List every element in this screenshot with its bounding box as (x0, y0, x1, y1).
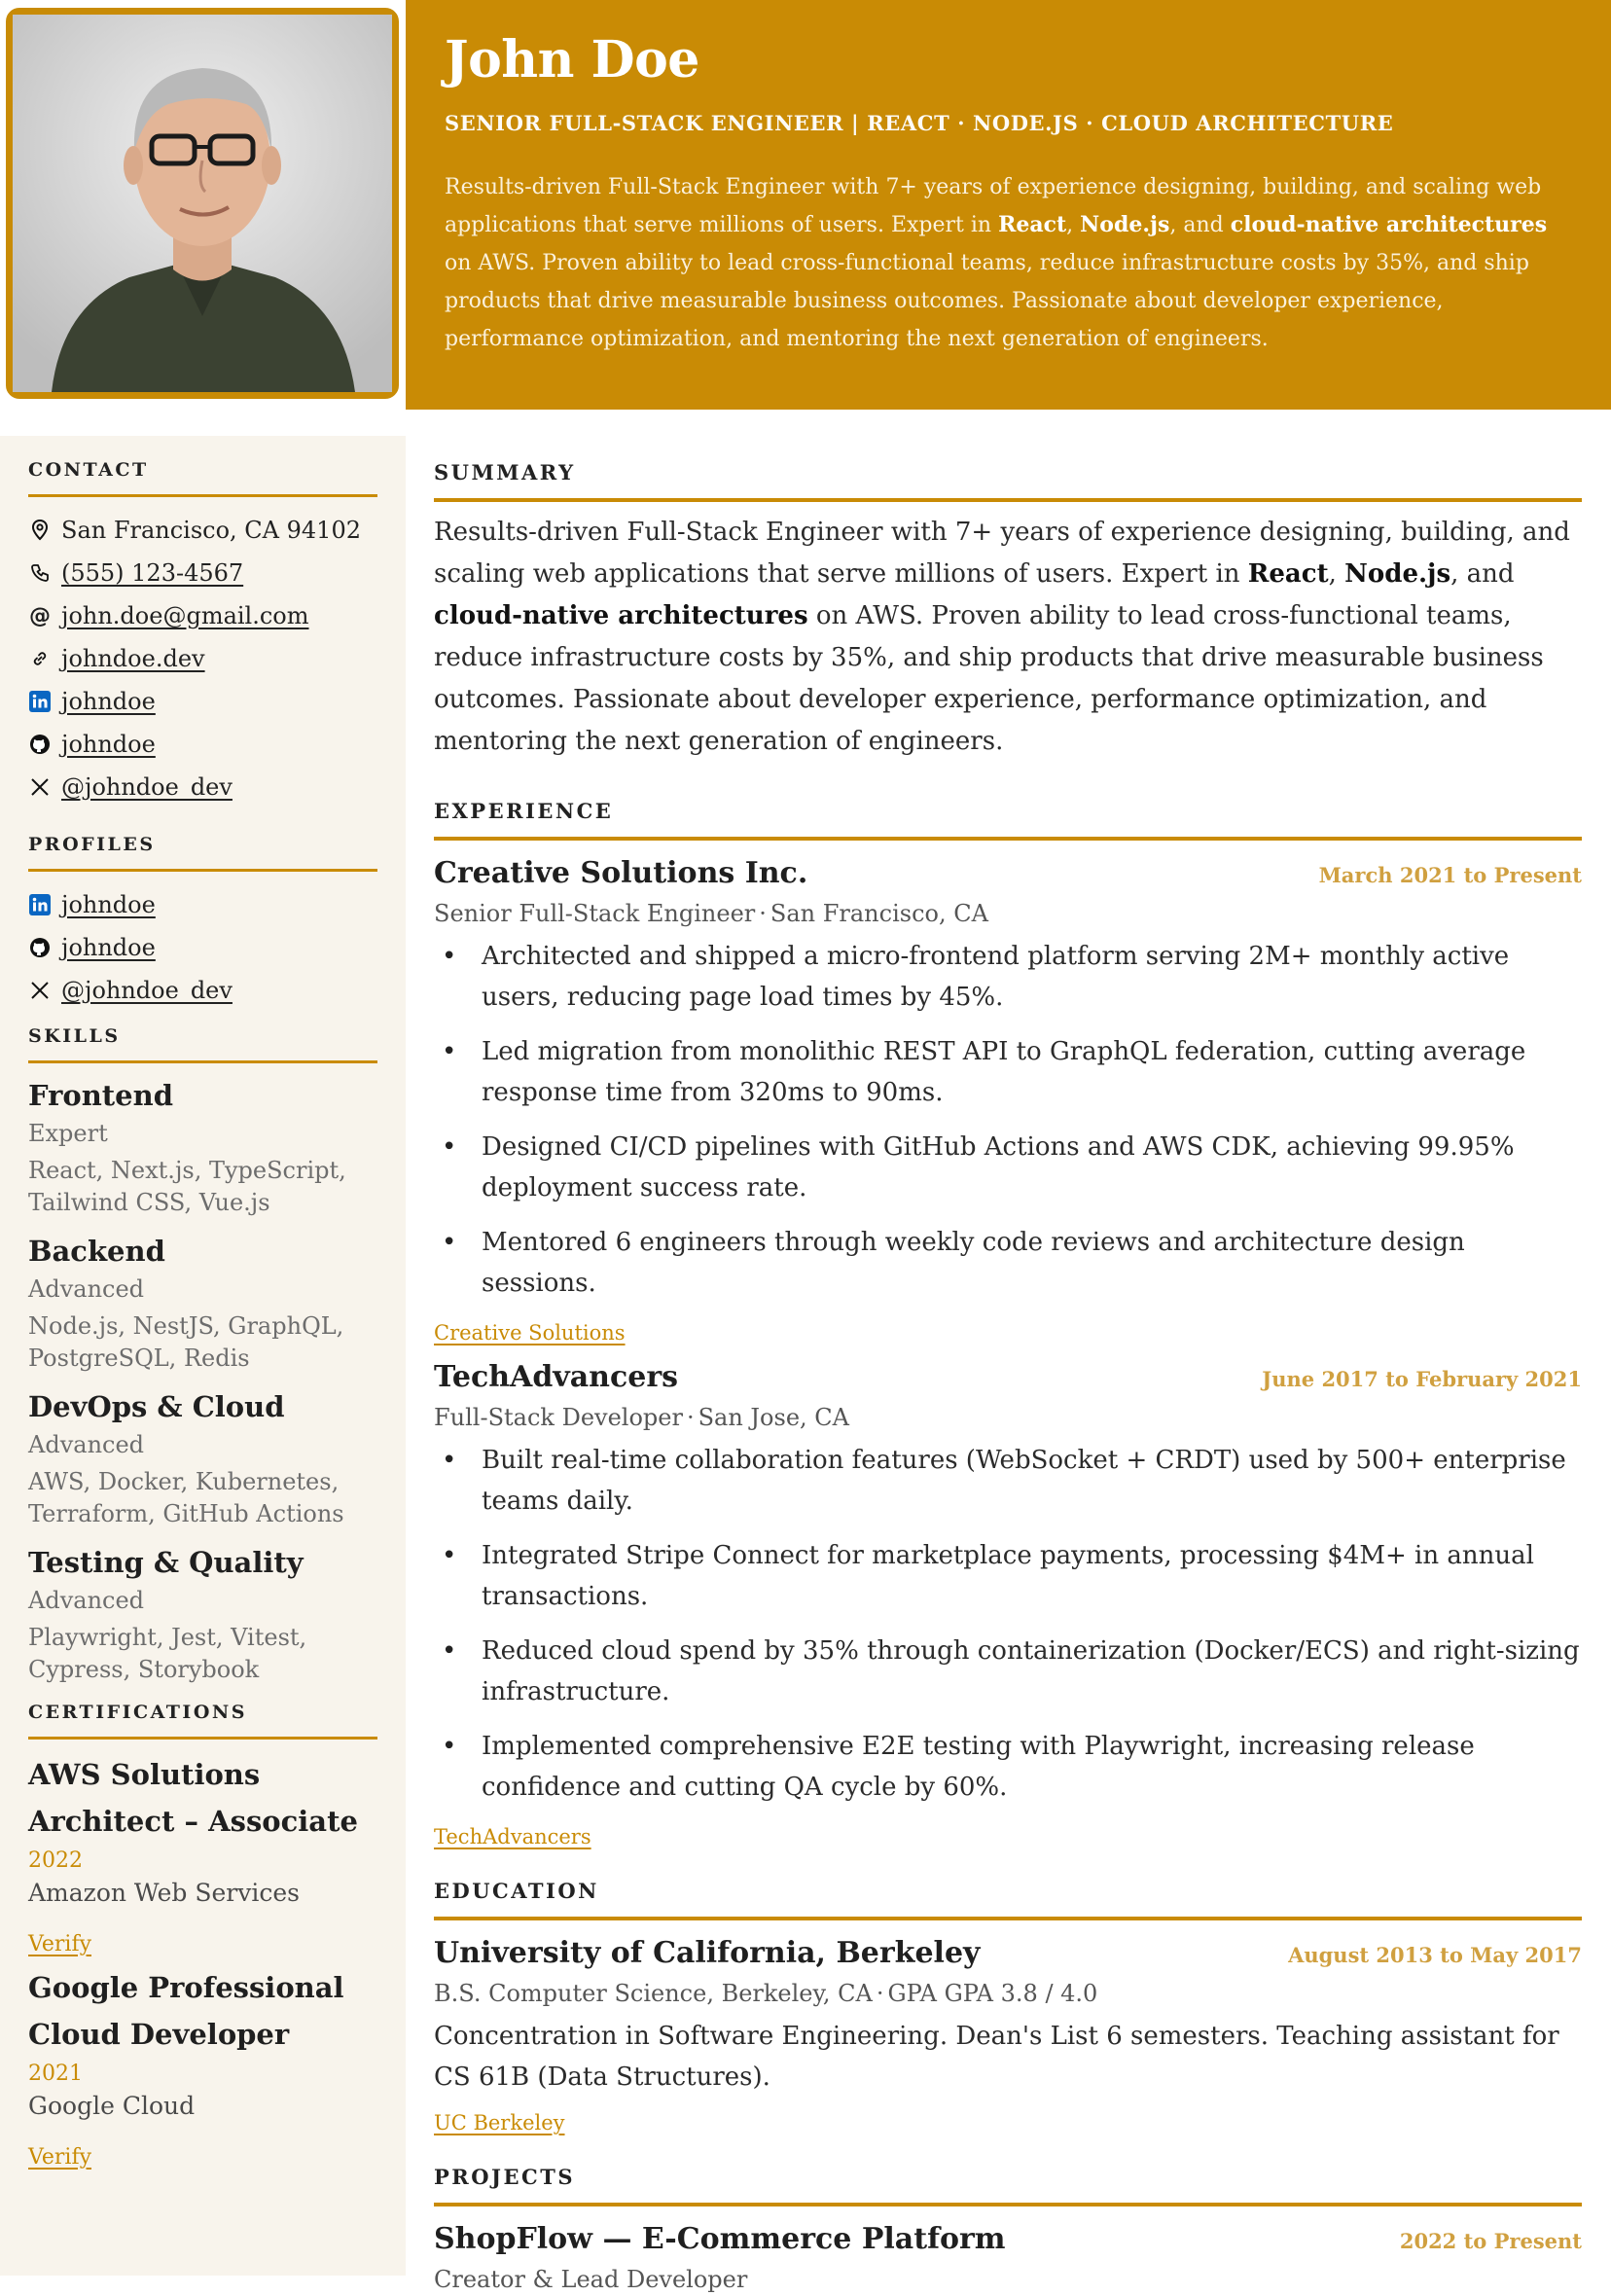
entry-subtitle: B.S. Computer Science, Berkeley, CA · GPA GPA 3.8 / 4.0 (434, 1980, 1098, 2007)
certification-name: Google Professional Cloud Developer (28, 1971, 344, 2051)
entry-subtitle: Senior Full-Stack Engineer · San Francisco, CA (434, 900, 988, 927)
website-link[interactable]: johndoe.dev (61, 645, 205, 672)
company-website-link[interactable]: Creative Solutions (434, 1321, 626, 1345)
x-icon (28, 775, 52, 799)
projects-heading: PROJECTS (434, 2140, 1582, 2206)
list-item: • Implemented comprehensive E2E testing with Playwright, increasing release confidence and cutting QA cycle by 60%. (434, 1726, 1582, 1808)
github-link[interactable]: johndoe (61, 731, 156, 758)
project-entry (434, 2220, 1582, 2296)
bullet-list (434, 1440, 1582, 1808)
list-item: • Architected and shipped a micro-frontend platform serving 2M+ monthly active users, reducing page load times by 45%. (434, 936, 1582, 1018)
entry-date: June 2017 to February 2021 (1262, 1367, 1582, 1391)
contact-email[interactable] (28, 594, 377, 637)
location-text: San Francisco, CA 94102 (61, 517, 361, 544)
candidate-name: John Doe (445, 30, 699, 90)
certification-item (28, 1964, 377, 2170)
profile-x-link[interactable]: @johndoe_dev (61, 977, 233, 1004)
linkedin-icon (28, 893, 52, 916)
contact-location (28, 509, 377, 552)
skill-name: DevOps & Cloud (28, 1390, 285, 1423)
experience-entry (434, 854, 1582, 1345)
list-item: • Mentored 6 engineers through weekly code reviews and architecture design sessions. (434, 1222, 1582, 1304)
x-link[interactable]: @johndoe_dev (61, 773, 233, 801)
skill-keywords: React, Next.js, TypeScript, Tailwind CSS, Vue.js (28, 1157, 346, 1216)
skill-level: Advanced (28, 1587, 145, 1614)
contact-linkedin[interactable] (28, 680, 377, 723)
linkedin-icon (28, 690, 52, 713)
certification-year: 2021 (28, 2062, 83, 2086)
sidebar (0, 436, 406, 2276)
profile-linkedin[interactable] (28, 883, 377, 926)
profiles-heading: PROFILES (28, 834, 377, 872)
skill-keywords: Playwright, Jest, Vitest, Cypress, Storybook (28, 1624, 307, 1683)
summary-heading: SUMMARY (434, 436, 1582, 502)
experience-heading: EXPERIENCE (434, 774, 1582, 841)
certification-issuer: Google Cloud (28, 2092, 196, 2120)
skill-keywords: Node.js, NestJS, GraphQL, PostgreSQL, Redis (28, 1312, 344, 1372)
skill-level: Advanced (28, 1275, 145, 1303)
contact-x[interactable] (28, 766, 377, 808)
link-icon (28, 647, 52, 670)
certification-verify-link[interactable]: Verify (28, 1932, 92, 1956)
contact-phone[interactable] (28, 552, 377, 594)
profile-photo (6, 8, 399, 399)
certification-verify-link[interactable]: Verify (28, 2145, 92, 2170)
entry-date: 2022 to Present (1399, 2229, 1582, 2253)
x-icon (28, 979, 52, 1002)
list-item: • Built real-time collaboration features (WebSocket + CRDT) used by 500+ enterprise teams daily. (434, 1440, 1582, 1522)
email-link[interactable]: john.doe@gmail.com (61, 602, 309, 629)
candidate-headline: SENIOR FULL-STACK ENGINEER | REACT · NODE.JS · CLOUD ARCHITECTURE (445, 111, 1394, 135)
skill-group (28, 1077, 377, 1219)
list-item: • Reduced cloud spend by 35% through containerization (Docker/ECS) and right-sizing infrastructure. (434, 1631, 1582, 1712)
certifications-heading: CERTIFICATIONS (28, 1702, 377, 1740)
linkedin-link[interactable]: johndoe (61, 688, 156, 715)
skill-group (28, 1388, 377, 1530)
company-name: TechAdvancers (434, 1360, 679, 1394)
github-icon (28, 733, 52, 756)
skill-name: Testing & Quality (28, 1546, 304, 1579)
skill-level: Advanced (28, 1431, 145, 1458)
map-pin-icon (28, 519, 52, 542)
skill-name: Frontend (28, 1079, 173, 1112)
skill-group (28, 1233, 377, 1375)
profile-github-link[interactable]: johndoe (61, 934, 156, 961)
profile-github[interactable] (28, 926, 377, 969)
certification-issuer: Amazon Web Services (28, 1879, 300, 1907)
list-item: • Led migration from monolithic REST API to GraphQL federation, cutting average response time from 320ms to 90ms. (434, 1031, 1582, 1113)
company-name: Creative Solutions Inc. (434, 856, 808, 890)
certification-year: 2022 (28, 1848, 83, 1873)
phone-icon (28, 561, 52, 585)
at-icon: @ (29, 603, 51, 628)
skills-heading: SKILLS (28, 1025, 377, 1063)
bullet-list (434, 936, 1582, 1304)
certification-name: AWS Solutions Architect – Associate (28, 1758, 358, 1838)
certification-item (28, 1751, 377, 1956)
skill-group (28, 1544, 377, 1686)
contact-github[interactable] (28, 723, 377, 766)
main-content (434, 436, 1582, 2296)
github-icon (28, 936, 52, 959)
school-name: University of California, Berkeley (434, 1936, 981, 1970)
entry-date: March 2021 to Present (1318, 863, 1582, 887)
phone-link[interactable]: (555) 123-4567 (61, 559, 244, 587)
header-summary: Results-driven Full-Stack Engineer with 7+ years of experience designing, building, and scaling web applications that serve millions of users. Expert in React, Node.js, and cloud-native architectures on AWS. Proven ability to lead cross-functional teams, reduce infrastructure costs by 35%, and ship products that drive measurable business outcomes. Passionate about developer experience, performance optimization, and mentoring the next generation of engineers. (445, 175, 1548, 351)
header-banner (406, 0, 1611, 410)
profile-linkedin-link[interactable]: johndoe (61, 891, 156, 918)
entry-subtitle: Full-Stack Developer · San Jose, CA (434, 1404, 849, 1431)
project-name: ShopFlow — E-Commerce Platform (434, 2222, 1006, 2256)
contact-website[interactable] (28, 637, 377, 680)
profile-x[interactable] (28, 969, 377, 1012)
profile-photo-illustration (13, 15, 392, 392)
contact-heading: CONTACT (28, 459, 377, 497)
list-item: • Designed CI/CD pipelines with GitHub Actions and AWS CDK, achieving 99.95% deployment success rate. (434, 1127, 1582, 1208)
education-entry (434, 1934, 1582, 2135)
project-role: Creator & Lead Developer (434, 2266, 748, 2293)
experience-entry (434, 1358, 1582, 1848)
education-description: Concentration in Software Engineering. Dean's List 6 semesters. Teaching assistant for CS 61B (Data Structures). (434, 2022, 1559, 2092)
skill-name: Backend (28, 1235, 165, 1268)
entry-date: August 2013 to May 2017 (1288, 1943, 1582, 1967)
skill-keywords: AWS, Docker, Kubernetes, Terraform, GitHub Actions (28, 1468, 344, 1527)
list-item: • Integrated Stripe Connect for marketplace payments, processing $4M+ in annual transactions. (434, 1535, 1582, 1617)
education-heading: EDUCATION (434, 1854, 1582, 1920)
company-website-link[interactable]: TechAdvancers (434, 1825, 591, 1848)
summary-text: Results-driven Full-Stack Engineer with 7+ years of experience designing, building, and scaling web applications that serve millions of users. Expert in React, Node.js, and cloud-native architectures on AWS. Proven ability to lead cross-functional teams, reduce infrastructure costs by 35%, and ship products that drive measurable business outcomes. Passionate about developer experience, performance optimization, and mentoring the next generation of engineers. (434, 518, 1570, 756)
school-website-link[interactable]: UC Berkeley (434, 2111, 565, 2135)
skill-level: Expert (28, 1120, 108, 1147)
